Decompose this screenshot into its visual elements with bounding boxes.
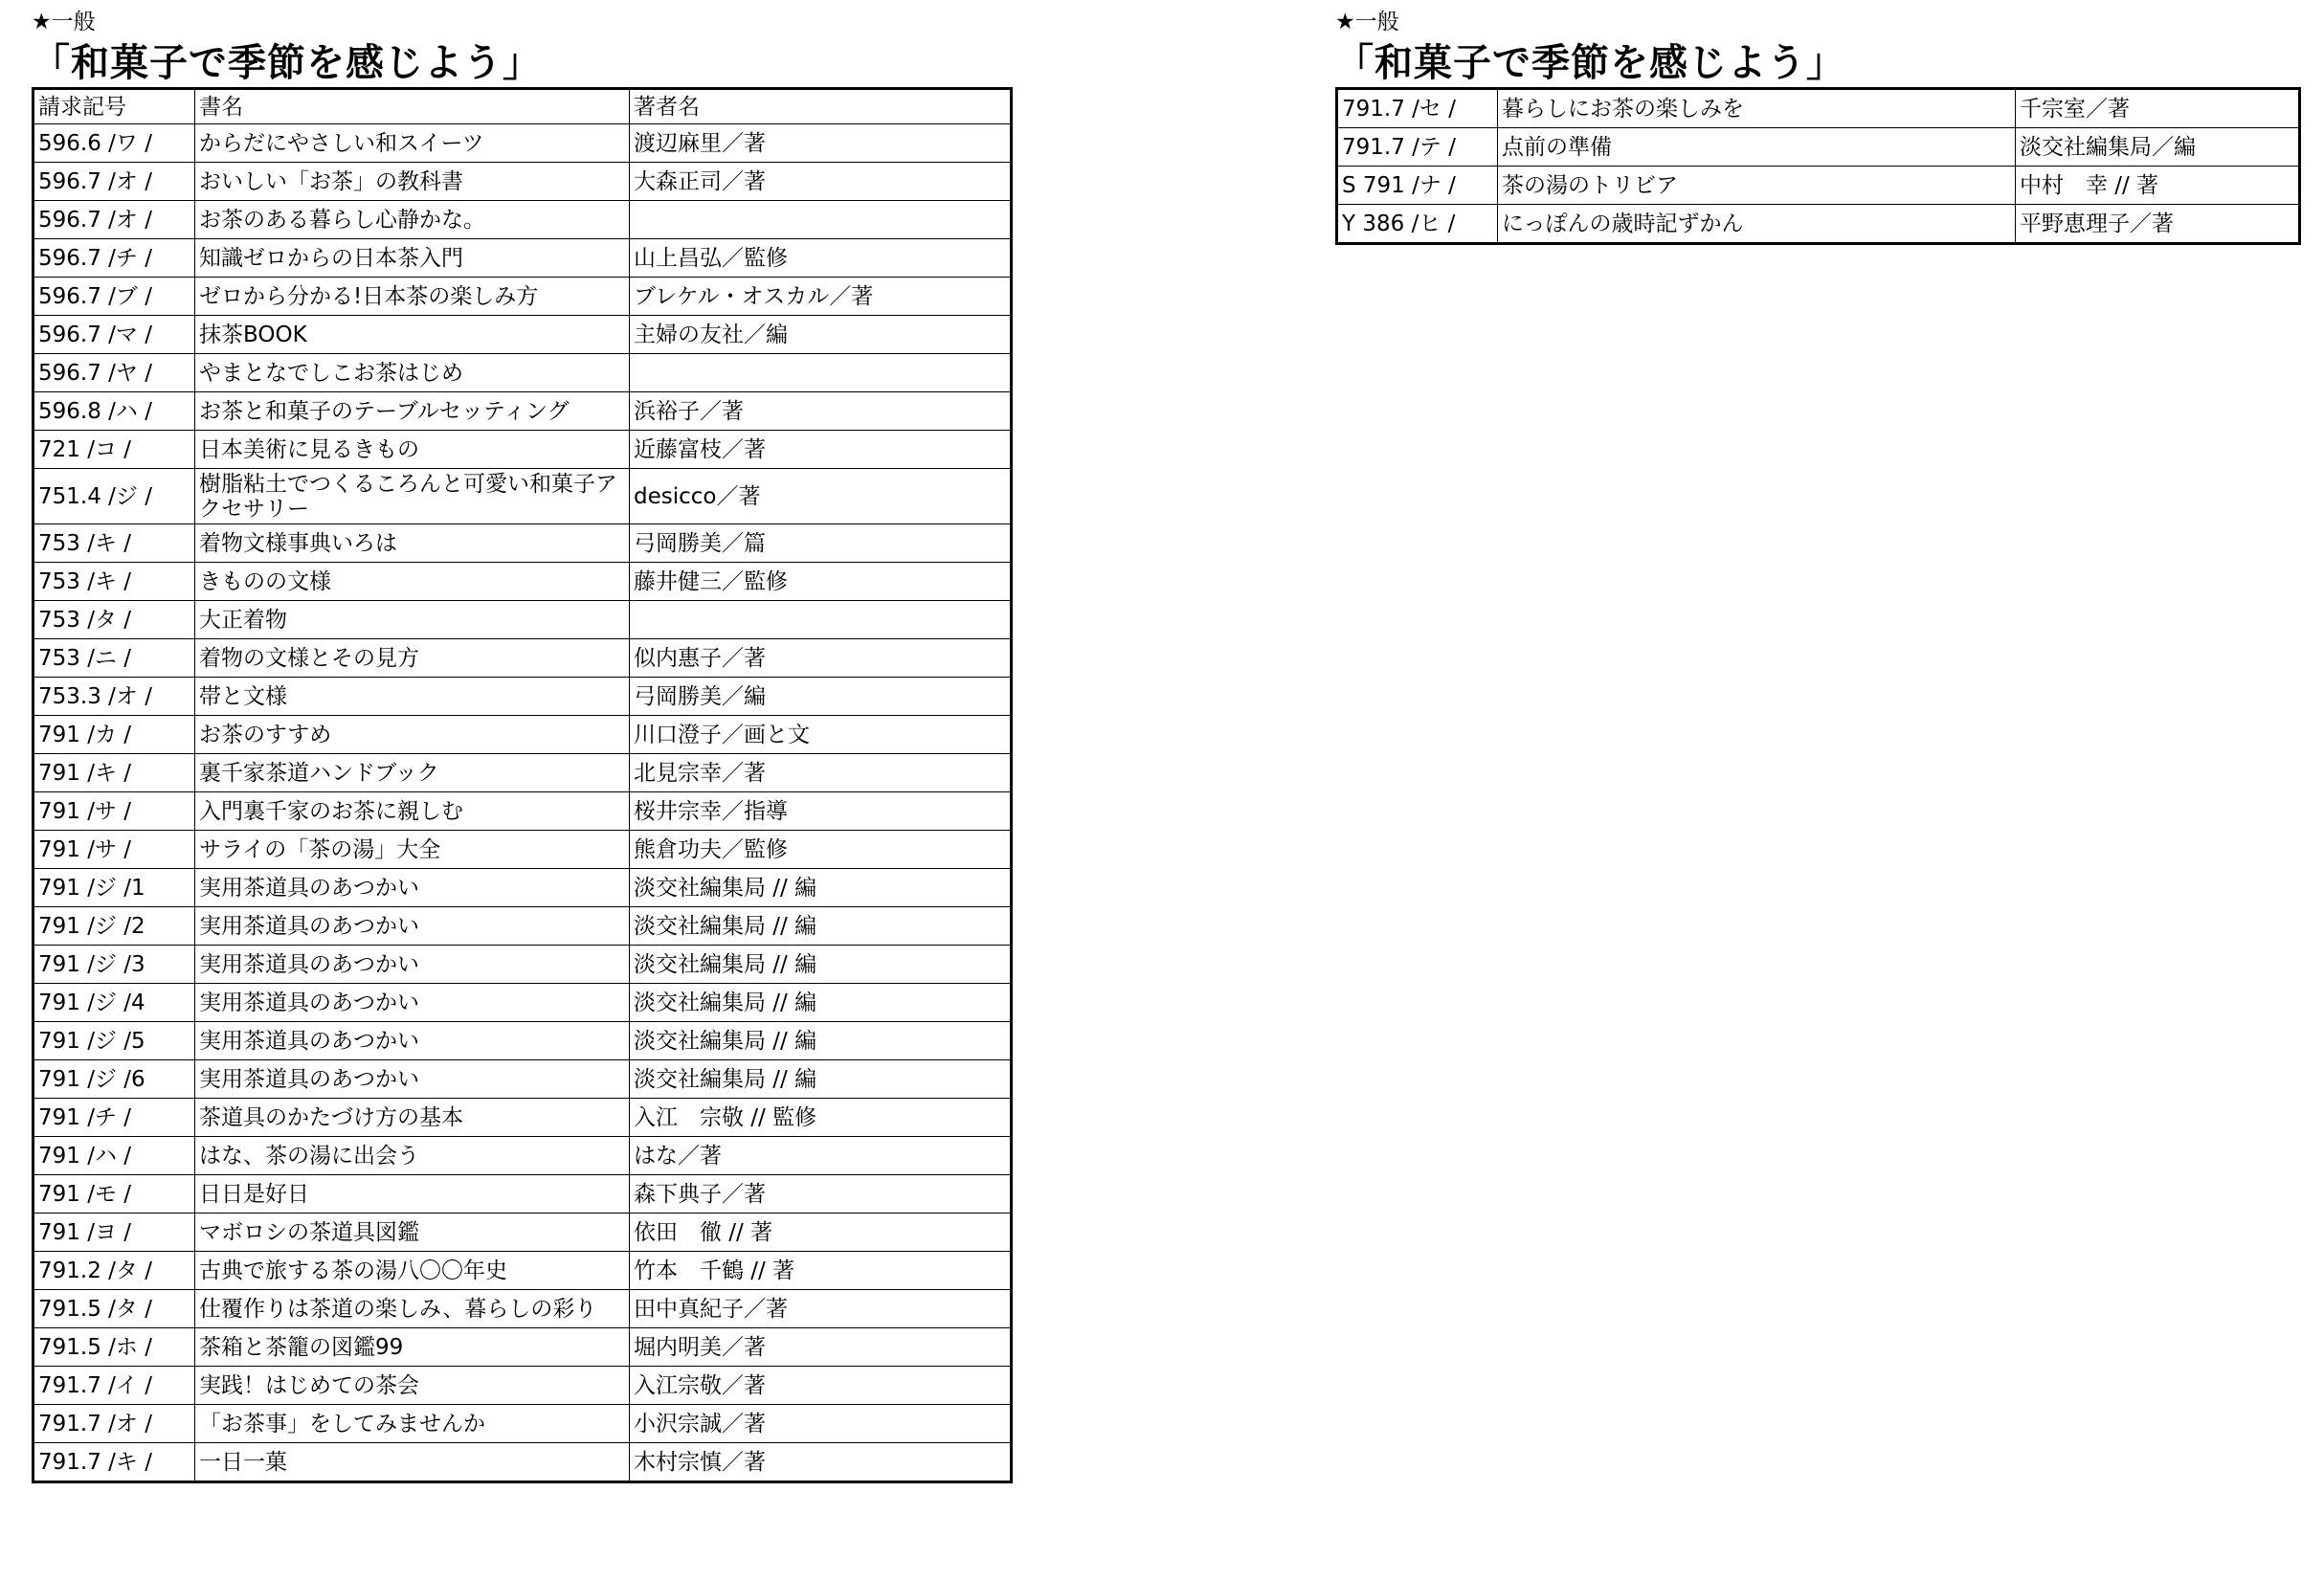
author-cell: 大森正司／著 [630, 163, 1012, 201]
title-cell: 暮らしにお茶の楽しみを [1498, 89, 2016, 128]
call-number-cell: 791 /ジ /3 [34, 946, 195, 984]
table-row [34, 1290, 1012, 1328]
title-cell: 実用茶道具のあつかい [195, 984, 630, 1022]
title-cell: 「お茶事」をしてみませんか [195, 1405, 630, 1443]
title-cell: 古典で旅する茶の湯八〇〇年史 [195, 1252, 630, 1290]
author-cell: 森下典子／著 [630, 1175, 1012, 1214]
right-panel [1335, 0, 2301, 245]
author-cell: 熊倉功夫／監修 [630, 831, 1012, 869]
title-cell: 実用茶道具のあつかい [195, 907, 630, 946]
title-cell: 実践！はじめての茶会 [195, 1367, 630, 1405]
author-cell: 淡交社編集局 // 編 [630, 907, 1012, 946]
author-cell: 入江 宗敬 // 監修 [630, 1099, 1012, 1137]
title-cell: おいしい「お茶」の教科書 [195, 163, 630, 201]
author-cell: 堀内明美／著 [630, 1328, 1012, 1367]
author-cell: 小沢宗誠／著 [630, 1405, 1012, 1443]
title-cell: 実用茶道具のあつかい [195, 1060, 630, 1099]
title-cell: お茶のすすめ [195, 716, 630, 754]
table-row [34, 907, 1012, 946]
author-cell: 淡交社編集局／編 [2016, 128, 2300, 167]
author-cell: 弓岡勝美／篇 [630, 524, 1012, 563]
author-cell: はな／著 [630, 1137, 1012, 1175]
title-cell: 大正着物 [195, 601, 630, 639]
table-row [34, 1252, 1012, 1290]
table-row [34, 392, 1012, 431]
call-number-cell: 791 /サ / [34, 792, 195, 831]
call-number-cell: 753 /キ / [34, 563, 195, 601]
call-number-cell: 791 /モ / [34, 1175, 195, 1214]
title-cell: からだにやさしい和スイーツ [195, 124, 630, 163]
author-cell: 木村宗慎／著 [630, 1443, 1012, 1482]
book-table-body [34, 89, 1012, 1482]
author-cell: 淡交社編集局 // 編 [630, 946, 1012, 984]
call-number-cell: 791 /サ / [34, 831, 195, 869]
call-number-cell: 753.3 /オ / [34, 678, 195, 716]
title-cell: 日日是好日 [195, 1175, 630, 1214]
call-number-cell: 791.7 /イ / [34, 1367, 195, 1405]
table-row [34, 469, 1012, 524]
author-cell: 藤井健三／監修 [630, 563, 1012, 601]
table-row [34, 831, 1012, 869]
author-cell [630, 201, 1012, 239]
author-cell: 竹本 千鶴 // 著 [630, 1252, 1012, 1290]
call-number-cell: 753 /キ / [34, 524, 195, 563]
table-row [34, 792, 1012, 831]
column-header-call-number: 請求記号 [34, 89, 195, 124]
call-number-cell: 596.7 /ブ / [34, 278, 195, 316]
call-number-cell: 791.7 /オ / [34, 1405, 195, 1443]
author-cell: 弓岡勝美／編 [630, 678, 1012, 716]
title-cell: 知識ゼロからの日本茶入門 [195, 239, 630, 278]
call-number-cell: 791 /ジ /4 [34, 984, 195, 1022]
call-number-cell: 791 /キ / [34, 754, 195, 792]
title-cell: お茶のある暮らし心静かな。 [195, 201, 630, 239]
title-cell: 一日一菓 [195, 1443, 630, 1482]
table-row [34, 1214, 1012, 1252]
author-cell: 平野恵理子／著 [2016, 205, 2300, 244]
call-number-cell: 791 /ハ / [34, 1137, 195, 1175]
call-number-cell: 596.7 /オ / [34, 201, 195, 239]
call-number-cell: 596.8 /ハ / [34, 392, 195, 431]
author-cell: 桜井宗幸／指導 [630, 792, 1012, 831]
table-row [34, 1022, 1012, 1060]
call-number-cell: 791 /ジ /2 [34, 907, 195, 946]
author-cell: 淡交社編集局 // 編 [630, 984, 1012, 1022]
author-cell: 中村 幸 // 著 [2016, 167, 2300, 205]
table-row [34, 1137, 1012, 1175]
call-number-cell: 791.5 /タ / [34, 1290, 195, 1328]
call-number-cell: 596.6 /ワ / [34, 124, 195, 163]
call-number-cell: 791 /ジ /5 [34, 1022, 195, 1060]
table-row [34, 754, 1012, 792]
table-row [34, 1405, 1012, 1443]
table-row [1337, 128, 2300, 167]
author-cell: desicco／著 [630, 469, 1012, 524]
title-cell: やまとなでしこお茶はじめ [195, 354, 630, 392]
table-row [34, 431, 1012, 469]
title-cell: にっぽんの歳時記ずかん [1498, 205, 2016, 244]
call-number-cell: 791 /カ / [34, 716, 195, 754]
table-row [34, 239, 1012, 278]
call-number-cell: 791 /ヨ / [34, 1214, 195, 1252]
call-number-cell: Y 386 /ヒ / [1337, 205, 1498, 244]
call-number-cell: 721 /コ / [34, 431, 195, 469]
call-number-cell: S 791 /ナ / [1337, 167, 1498, 205]
table-row [34, 601, 1012, 639]
author-cell: 入江宗敬／著 [630, 1367, 1012, 1405]
title-cell: 茶道具のかたづけ方の基本 [195, 1099, 630, 1137]
page-title: 「和菓子で季節を感じよう」 [1335, 41, 1845, 85]
call-number-cell: 791.2 /タ / [34, 1252, 195, 1290]
call-number-cell: 596.7 /チ / [34, 239, 195, 278]
table-row [34, 678, 1012, 716]
title-cell: 茶の湯のトリビア [1498, 167, 2016, 205]
title-cell: マボロシの茶道具図鑑 [195, 1214, 630, 1252]
author-cell: 近藤富枝／著 [630, 431, 1012, 469]
page-title: 「和菓子で季節を感じよう」 [32, 41, 542, 85]
call-number-cell: 596.7 /オ / [34, 163, 195, 201]
title-cell: 入門裏千家のお茶に親しむ [195, 792, 630, 831]
table-row [34, 124, 1012, 163]
call-number-cell: 791.7 /キ / [34, 1443, 195, 1482]
title-cell: はな、茶の湯に出会う [195, 1137, 630, 1175]
call-number-cell: 791 /ジ /1 [34, 869, 195, 907]
call-number-cell: 791.7 /テ / [1337, 128, 1498, 167]
call-number-cell: 596.7 /ヤ / [34, 354, 195, 392]
table-row [34, 1060, 1012, 1099]
call-number-cell: 791.7 /セ / [1337, 89, 1498, 128]
table-row [34, 1175, 1012, 1214]
call-number-cell: 791.5 /ホ / [34, 1328, 195, 1367]
title-cell: 仕覆作りは茶道の楽しみ、暮らしの彩り [195, 1290, 630, 1328]
column-header-author: 著者名 [630, 89, 1012, 124]
table-row [34, 201, 1012, 239]
table-row [34, 1443, 1012, 1482]
author-cell: 淡交社編集局 // 編 [630, 869, 1012, 907]
section-label: ★一般 [32, 10, 96, 34]
call-number-cell: 751.4 /ジ / [34, 469, 195, 524]
title-cell: 抹茶BOOK [195, 316, 630, 354]
author-cell: 似内惠子／著 [630, 639, 1012, 678]
author-cell: 依田 徹 // 著 [630, 1214, 1012, 1252]
book-table [1335, 87, 2301, 245]
author-cell: 北見宗幸／著 [630, 754, 1012, 792]
call-number-cell: 753 /ニ / [34, 639, 195, 678]
table-header-row [34, 89, 1012, 124]
table-row [34, 524, 1012, 563]
author-cell: 淡交社編集局 // 編 [630, 1022, 1012, 1060]
author-cell: 山上昌弘／監修 [630, 239, 1012, 278]
book-table-body [1337, 89, 2300, 244]
table-row [34, 563, 1012, 601]
title-cell: 実用茶道具のあつかい [195, 1022, 630, 1060]
author-cell: 淡交社編集局 // 編 [630, 1060, 1012, 1099]
author-cell: 千宗室／著 [2016, 89, 2300, 128]
table-row [34, 278, 1012, 316]
title-cell: 点前の準備 [1498, 128, 2016, 167]
title-cell: 帯と文様 [195, 678, 630, 716]
author-cell: 渡辺麻里／著 [630, 124, 1012, 163]
table-row [1337, 89, 2300, 128]
title-cell: 茶箱と茶籠の図鑑99 [195, 1328, 630, 1367]
author-cell: 川口澄子／画と文 [630, 716, 1012, 754]
section-label: ★一般 [1335, 10, 1399, 34]
title-cell: 日本美術に見るきもの [195, 431, 630, 469]
title-cell: 着物の文様とその見方 [195, 639, 630, 678]
call-number-cell: 791 /チ / [34, 1099, 195, 1137]
title-cell: お茶と和菓子のテーブルセッティング [195, 392, 630, 431]
table-row [34, 163, 1012, 201]
table-row [34, 1328, 1012, 1367]
title-cell: 実用茶道具のあつかい [195, 869, 630, 907]
author-cell: ブレケル・オスカル／著 [630, 278, 1012, 316]
title-cell: きものの文様 [195, 563, 630, 601]
title-cell: ゼロから分かる!日本茶の楽しみ方 [195, 278, 630, 316]
table-row [34, 1099, 1012, 1137]
table-row [34, 946, 1012, 984]
left-panel [32, 0, 1013, 1483]
table-row [34, 984, 1012, 1022]
book-table [32, 87, 1013, 1483]
call-number-cell: 596.7 /マ / [34, 316, 195, 354]
author-cell: 主婦の友社／編 [630, 316, 1012, 354]
author-cell [630, 601, 1012, 639]
column-header-title: 書名 [195, 89, 630, 124]
title-cell: サライの「茶の湯」大全 [195, 831, 630, 869]
table-row [34, 354, 1012, 392]
title-cell: 裏千家茶道ハンドブック [195, 754, 630, 792]
author-cell: 田中真紀子／著 [630, 1290, 1012, 1328]
author-cell [630, 354, 1012, 392]
table-row [34, 316, 1012, 354]
table-row [34, 716, 1012, 754]
table-row [1337, 167, 2300, 205]
title-cell: 樹脂粘土でつくるころんと可愛い和菓子アクセサリー [195, 469, 630, 524]
table-row [34, 1367, 1012, 1405]
table-row [34, 869, 1012, 907]
table-row [1337, 205, 2300, 244]
title-cell: 着物文様事典いろは [195, 524, 630, 563]
call-number-cell: 753 /タ / [34, 601, 195, 639]
call-number-cell: 791 /ジ /6 [34, 1060, 195, 1099]
author-cell: 浜裕子／著 [630, 392, 1012, 431]
title-cell: 実用茶道具のあつかい [195, 946, 630, 984]
table-row [34, 639, 1012, 678]
